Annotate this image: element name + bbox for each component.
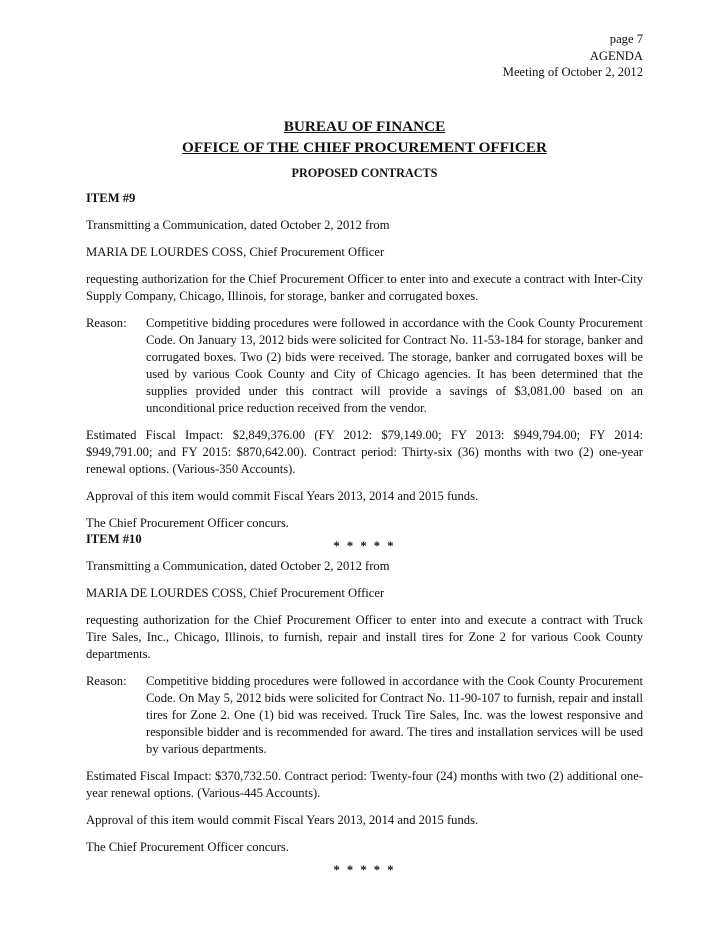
reason-text: Competitive bidding procedures were followed in accordance with the Cook County Procurement Code. On May 5, 2012 bids were solicited for Contract No. 11-90-107 to furnish, repair and install tires for Zone 2. One (1) bid was received. Truck Tire Sales, Inc. was the lowest responsive and responsible bidder and is recommended for award. The tires and installation services will be used by various departments. bbox=[146, 674, 643, 756]
section-separator: * * * * * bbox=[333, 863, 396, 877]
item-10-section bbox=[86, 531, 643, 879]
page-number: page 7 bbox=[609, 32, 643, 46]
office-title: OFFICE OF THE CHIEF PROCUREMENT OFFICER bbox=[182, 139, 547, 156]
reason-block bbox=[86, 315, 643, 417]
reason-label: Reason: bbox=[86, 316, 127, 330]
from-line: MARIA DE LOURDES COSS, Chief Procurement Officer bbox=[86, 245, 385, 259]
reason-text: Competitive bidding procedures were followed in accordance with the Cook County Procurement Code. On January 13, 2012 bids were solicited for Contract No. 11-53-184 for storage, banker and corrugated boxes. Two (2) bids were received. The storage, banker and corrugated boxes will be used by various Cook County and City of Chicago agencies. It has been determined that the supplies provided under this contract will provide a savings of $3,081.00 based on an unconditional price reduction received from the vendor. bbox=[146, 316, 643, 415]
item-heading: ITEM #10 bbox=[86, 532, 142, 546]
reason-block bbox=[86, 673, 643, 758]
meeting-date: Meeting of October 2, 2012 bbox=[502, 65, 643, 79]
concurs-line: The Chief Procurement Officer concurs. bbox=[86, 516, 289, 530]
proposed-contracts-heading: PROPOSED CONTRACTS bbox=[291, 166, 438, 180]
reason-label: Reason: bbox=[86, 674, 127, 688]
section-separator: * * * * * bbox=[333, 539, 396, 553]
approval-line: Approval of this item would commit Fiscal Years 2013, 2014 and 2015 funds. bbox=[86, 489, 479, 503]
agenda-label: AGENDA bbox=[589, 49, 643, 63]
request-paragraph: requesting authorization for the Chief Procurement Officer to enter into and execute a contract with Inter-City Supply Company, Chicago, Illinois, for storage, banker and corrugated boxes. bbox=[86, 272, 643, 303]
transmitting-line: Transmitting a Communication, dated October 2, 2012 from bbox=[86, 559, 390, 573]
approval-line: Approval of this item would commit Fiscal Years 2013, 2014 and 2015 funds. bbox=[86, 813, 479, 827]
concurs-line: The Chief Procurement Officer concurs. bbox=[86, 840, 289, 854]
item-heading: ITEM #9 bbox=[86, 191, 136, 205]
fiscal-impact-paragraph: Estimated Fiscal Impact: $370,732.50. Contract period: Twenty-four (24) months with two (2) additional one-year renewal options. (Various-445 Accounts). bbox=[86, 769, 643, 800]
from-line: MARIA DE LOURDES COSS, Chief Procurement Officer bbox=[86, 586, 385, 600]
item-9-section bbox=[86, 190, 643, 555]
fiscal-impact-paragraph: Estimated Fiscal Impact: $2,849,376.00 (FY 2012: $79,149.00; FY 2013: $949,794.00; FY 2014: $949,791.00; and FY 2015: $870,642.00). Contract period: Thirty-six (36) months with two (2) one-year renewal options. (Various-350 Accounts). bbox=[86, 428, 643, 476]
transmitting-line: Transmitting a Communication, dated October 2, 2012 from bbox=[86, 218, 390, 232]
request-paragraph: requesting authorization for the Chief Procurement Officer to enter into and execute a contract with Truck Tire Sales, Inc., Chicago, Illinois, to furnish, repair and install tires for Zone 2 for various Cook County departments. bbox=[86, 613, 643, 661]
bureau-title: BUREAU OF FINANCE bbox=[283, 118, 446, 135]
